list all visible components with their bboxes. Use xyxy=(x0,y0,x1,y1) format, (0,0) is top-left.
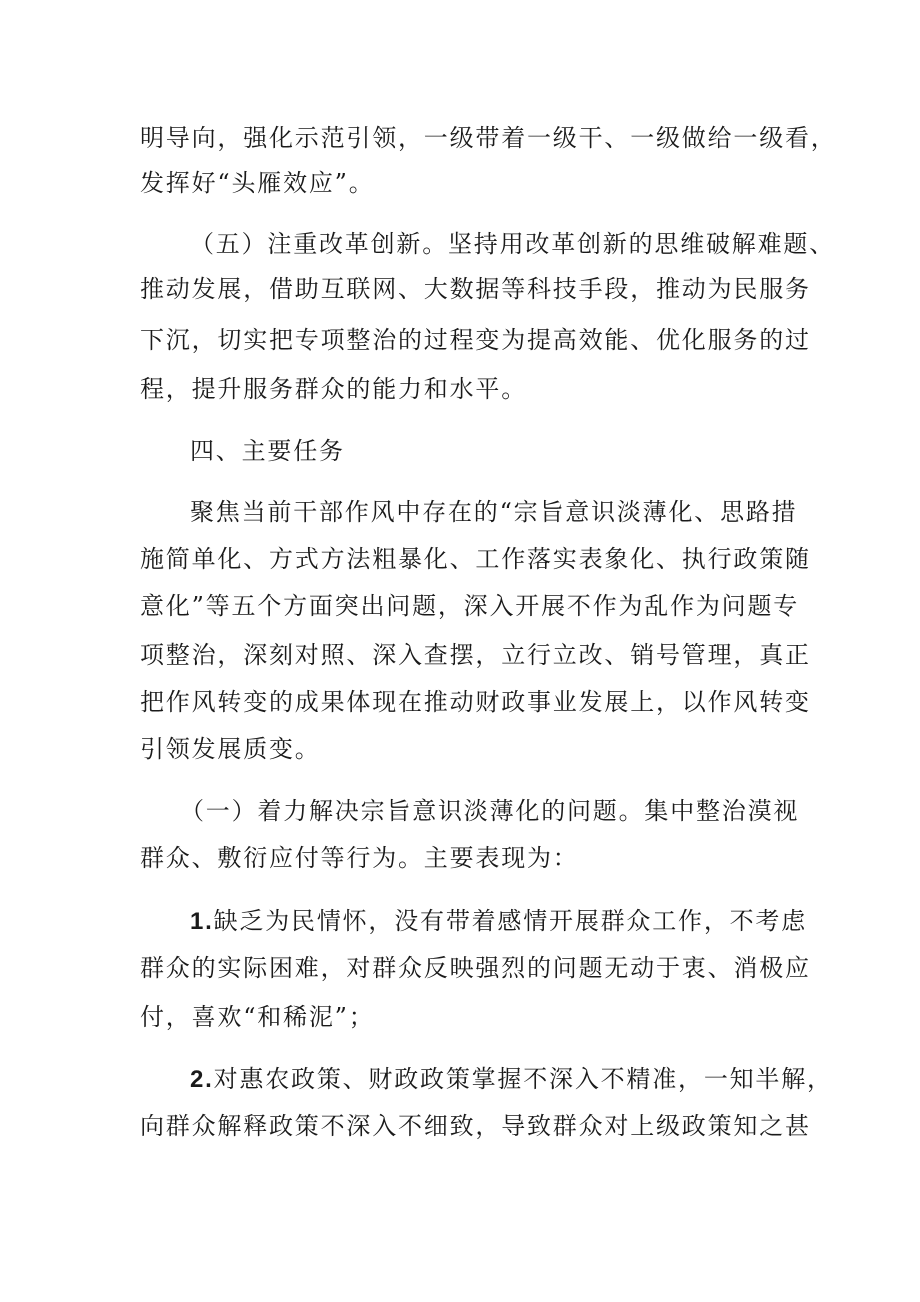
item-number: 1. xyxy=(190,908,214,935)
text-line: 群众的实际困难，对群众反映强烈的问题无动于衷、消极应 xyxy=(140,954,811,982)
item-text: 缺乏为民情怀，没有带着感情开展群众工作，不考虑 xyxy=(213,907,808,935)
text-line: 项整治，深刻对照、深入查摆，立行立改、销号管理，真正 xyxy=(140,641,811,669)
text-line: 明导向，强化示范引领，一级带着一级干、一级做给一级看， xyxy=(140,124,837,152)
text-line xyxy=(190,905,807,938)
text-line: 把作风转变的成果体现在推动财政事业发展上，以作风转变 xyxy=(140,688,811,716)
item-number: 2. xyxy=(190,1066,214,1093)
text-line: 群众、敷衍应付等行为。主要表现为： xyxy=(140,844,579,872)
text-line: 下沉，切实把专项整治的过程变为提高效能、优化服务的过 xyxy=(140,326,811,354)
text-line: 向群众解释政策不深入不细致，导致群众对上级政策知之甚 xyxy=(140,1112,811,1140)
text-line: 发挥好“头雁效应”。 xyxy=(140,169,375,197)
text-line xyxy=(190,1063,833,1096)
section-heading: 四、主要任务 xyxy=(190,437,345,465)
text-line: 推动发展，借助互联网、大数据等科技手段，推动为民服务 xyxy=(140,275,811,303)
item-text: 对惠农政策、财政政策掌握不深入不精准，一知半解， xyxy=(213,1065,833,1093)
text-line: （一）着力解决宗旨意识淡薄化的问题。集中整治漠视 xyxy=(180,797,800,825)
text-line: （五）注重改革创新。坚持用改革创新的思维破解难题、 xyxy=(190,230,835,258)
text-line: 聚焦当前干部作风中存在的“宗旨意识淡薄化、思路措 xyxy=(190,498,798,526)
text-line: 付，喜欢“和稀泥”； xyxy=(140,1003,375,1031)
text-line: 程，提升服务群众的能力和水平。 xyxy=(140,375,527,403)
text-line: 施简单化、方式方法粗暴化、工作落实表象化、执行政策随 xyxy=(140,545,811,573)
text-line: 引领发展质变。 xyxy=(140,735,321,763)
text-line: 意化”等五个方面突出问题，深入开展不作为乱作为问题专 xyxy=(140,592,800,620)
